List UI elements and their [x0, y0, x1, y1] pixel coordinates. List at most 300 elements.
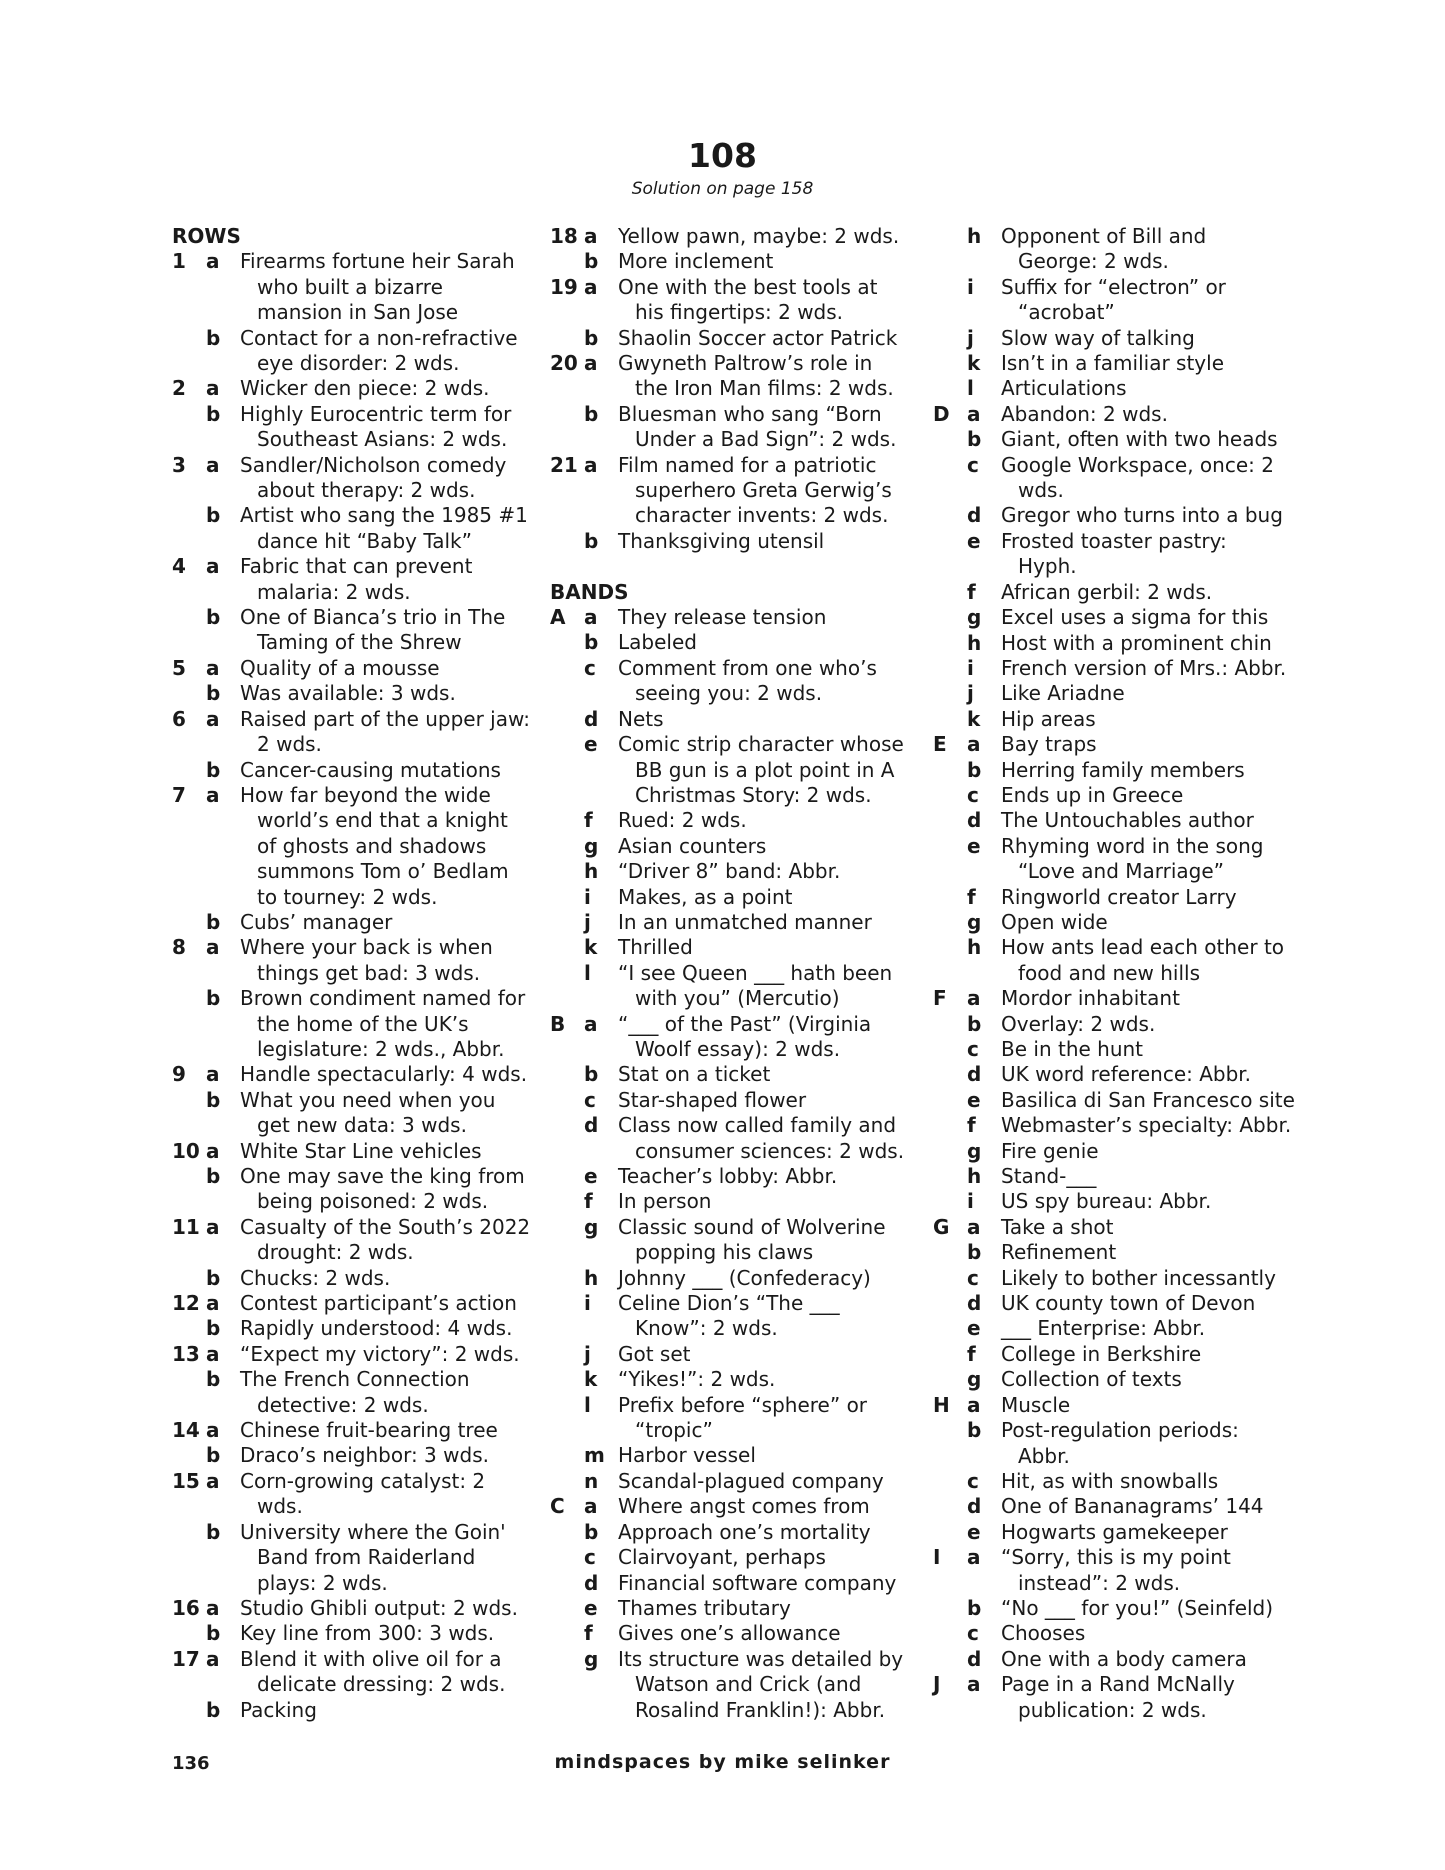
clue-item: [550, 1062, 930, 1087]
clue-number: 5: [172, 655, 186, 680]
clue-text: BB gun is a plot point in A: [635, 757, 895, 782]
clue-item: [933, 1316, 1295, 1341]
clue-text: the Iron Man films: 2 wds.: [635, 376, 894, 401]
clue-text: Abbr.: [1018, 1443, 1070, 1468]
clue-letter: h: [967, 630, 982, 655]
clue-letter: a: [206, 1291, 220, 1316]
clue-text: Thrilled: [618, 935, 693, 960]
clue-text: Where angst comes from: [618, 1494, 870, 1519]
clue-text: the home of the UK’s: [257, 1011, 469, 1036]
clue-item: [550, 834, 930, 859]
clue-letter: g: [967, 909, 982, 934]
clue-item: [172, 1621, 540, 1646]
clue-number: D: [933, 401, 950, 426]
clue-item: [550, 1215, 930, 1266]
clue-text: Brown condiment named for: [240, 986, 526, 1011]
clue-letter: l: [967, 376, 974, 401]
clue-letter: i: [967, 1189, 974, 1214]
clue-text: Rued: 2 wds.: [618, 808, 747, 833]
clue-text: get new data: 3 wds.: [257, 1113, 467, 1138]
clue-item: [172, 681, 540, 706]
clue-item: [933, 758, 1295, 783]
clue-column-3: [933, 224, 1295, 1723]
clue-item: [550, 1342, 930, 1367]
clue-number: 4: [172, 554, 186, 579]
clue-text: White Star Line vehicles: [240, 1138, 482, 1163]
clue-item: [550, 910, 930, 935]
clue-text: Raised part of the upper jaw:: [240, 706, 530, 731]
clue-text: Isn’t in a familiar style: [1001, 351, 1224, 376]
clue-text: Gwyneth Paltrow’s role in: [618, 351, 873, 376]
clue-letter: e: [967, 1519, 981, 1544]
clue-text: French version of Mrs.: Abbr.: [1001, 655, 1287, 680]
clue-item: [172, 326, 540, 377]
clue-text: UK word reference: Abbr.: [1001, 1062, 1252, 1087]
clue-text: Approach one’s mortality: [618, 1519, 871, 1544]
clue-letter: g: [967, 605, 982, 630]
clue-letter: b: [584, 249, 599, 274]
clue-text: eye disorder: 2 wds.: [257, 351, 460, 376]
clue-item: [550, 732, 930, 808]
puzzle-number: 108: [688, 136, 757, 175]
clue-letter: a: [584, 224, 598, 248]
clue-letter: c: [967, 1621, 979, 1646]
clue-letter: b: [967, 1011, 982, 1036]
clue-letter: e: [967, 1087, 981, 1112]
clue-text: George: 2 wds.: [1018, 249, 1169, 274]
clue-text: Johnny ___ (Confederacy): [618, 1265, 871, 1290]
clue-letter: b: [584, 630, 599, 655]
clue-letter: h: [584, 859, 599, 884]
clue-text: delicate dressing: 2 wds.: [257, 1672, 506, 1697]
clue-item: [933, 427, 1295, 452]
clue-item: [933, 808, 1295, 833]
clue-text: Ringworld creator Larry: [1001, 884, 1237, 909]
clue-letter: c: [967, 452, 979, 477]
clue-letter: d: [967, 1062, 982, 1087]
clue-text: summons Tom o’ Bedlam: [257, 859, 509, 884]
clue-text: Frosted toaster pastry:: [1001, 528, 1227, 553]
clue-text: Film named for a patriotic: [618, 452, 877, 477]
clue-item: [933, 1672, 1295, 1723]
clue-item: [550, 402, 930, 453]
clue-letter: f: [584, 808, 593, 833]
clue-text: Comment from one who’s: [618, 655, 877, 680]
clue-text: Fabric that can prevent: [240, 554, 473, 579]
clue-item: [550, 1189, 930, 1214]
clue-text: Studio Ghibli output: 2 wds.: [240, 1595, 518, 1620]
clue-text: Artist who sang the 1985 #1: [240, 503, 528, 528]
clue-text: Articulations: [1001, 376, 1127, 401]
clue-text: Where your back is when: [240, 935, 493, 960]
clue-text: Contest participant’s action: [240, 1291, 517, 1316]
clue-text: his fingertips: 2 wds.: [635, 300, 844, 325]
clue-number: 18: [550, 224, 578, 248]
clue-number: G: [933, 1214, 950, 1239]
clue-letter: a: [584, 605, 598, 630]
clue-number: 11: [172, 1214, 200, 1239]
clue-letter: b: [584, 528, 599, 553]
clue-item: [933, 503, 1295, 528]
clue-text: Its structure was detailed by: [618, 1646, 904, 1671]
clue-letter: d: [584, 706, 599, 731]
clue-item: [933, 1037, 1295, 1062]
clue-item: [550, 1113, 930, 1164]
clue-text: 2 wds.: [257, 732, 322, 757]
clue-item: [550, 1088, 930, 1113]
clue-text: Suffix for “electron” or: [1001, 274, 1226, 299]
clue-item: [550, 1291, 930, 1342]
clue-letter: a: [967, 1545, 981, 1570]
clue-letter: m: [584, 1443, 605, 1468]
clue-number: 19: [550, 274, 578, 299]
clue-letter: a: [967, 732, 981, 757]
clue-item: [933, 1342, 1295, 1367]
clue-letter: g: [584, 833, 599, 858]
clue-text: publication: 2 wds.: [1018, 1697, 1207, 1722]
clue-text: Page in a Rand McNally: [1001, 1672, 1235, 1697]
clue-number: B: [550, 1011, 566, 1036]
clue-text: Highly Eurocentric term for: [240, 401, 512, 426]
clue-letter: b: [967, 1418, 982, 1443]
clue-text: character invents: 2 wds.: [635, 503, 889, 528]
clue-letter: b: [584, 1062, 599, 1087]
section-heading: BANDS: [550, 579, 629, 604]
clue-number: 13: [172, 1341, 200, 1366]
clue-letter: b: [206, 1265, 221, 1290]
clue-item: [172, 1698, 540, 1723]
clue-item: [550, 1647, 930, 1723]
clue-item: [933, 580, 1295, 605]
clue-item: [172, 1342, 540, 1367]
clue-text: Key line from 300: 3 wds.: [240, 1621, 495, 1646]
clue-letter: e: [967, 528, 981, 553]
clue-letter: d: [967, 503, 982, 528]
clue-item: [933, 1469, 1295, 1494]
clue-letter: j: [584, 909, 591, 934]
clue-item: [550, 1596, 930, 1621]
clue-text: Comic strip character whose: [618, 732, 904, 757]
clue-item: [550, 707, 930, 732]
clue-text: malaria: 2 wds.: [257, 579, 411, 604]
clue-text: Take a shot: [1001, 1214, 1114, 1239]
clue-text: Open wide: [1001, 909, 1108, 934]
clue-text: dance hit “Baby Talk”: [257, 528, 472, 553]
clue-letter: c: [584, 655, 596, 680]
clue-letter: e: [584, 1164, 598, 1188]
clue-text: Contact for a non-refractive: [240, 325, 518, 350]
clue-letter: b: [967, 427, 982, 452]
clue-item: [550, 1469, 930, 1494]
clue-text: Shaolin Soccer actor Patrick: [618, 325, 898, 350]
clue-text: Southeast Asians: 2 wds.: [257, 427, 508, 452]
clue-item: [933, 1418, 1295, 1469]
clue-item: [172, 1520, 540, 1596]
clue-text: Thames tributary: [618, 1595, 791, 1620]
clue-letter: c: [584, 1545, 596, 1570]
clue-item: [933, 656, 1295, 681]
clue-text: with you” (Mercutio): [635, 986, 840, 1011]
clue-item: [933, 1621, 1295, 1646]
clue-number: 17: [172, 1646, 200, 1671]
clue-item: [172, 1469, 540, 1520]
clue-item: [933, 1139, 1295, 1164]
clue-letter: a: [206, 706, 220, 731]
clue-number: 3: [172, 452, 186, 477]
clue-text: Makes, as a point: [618, 884, 793, 909]
clue-text: Got set: [618, 1341, 691, 1366]
clue-item: [933, 1291, 1295, 1316]
clue-item: [550, 453, 930, 529]
clue-text: Google Workspace, once: 2: [1001, 452, 1274, 477]
clue-letter: a: [206, 1595, 220, 1620]
clue-letter: a: [206, 1418, 220, 1443]
clue-text: US spy bureau: Abbr.: [1001, 1189, 1212, 1214]
clue-letter: c: [967, 1265, 979, 1290]
clue-letter: d: [967, 1646, 982, 1671]
clue-letter: b: [206, 1367, 221, 1392]
clue-column-2: [550, 224, 930, 1723]
clue-letter: d: [584, 1113, 599, 1138]
clue-item: [933, 1596, 1295, 1621]
clue-text: Financial software company: [618, 1570, 897, 1595]
clue-text: “___ of the Past” (Virginia: [618, 1011, 872, 1036]
clue-letter: k: [584, 1367, 598, 1392]
clue-item: [933, 631, 1295, 656]
clue-text: Bay traps: [1001, 732, 1097, 757]
clue-text: “acrobat”: [1018, 300, 1115, 325]
clue-item: [172, 1291, 540, 1316]
clue-item: [933, 1164, 1295, 1189]
clue-letter: h: [967, 935, 982, 960]
clue-letter: a: [967, 1214, 981, 1239]
clue-text: Watson and Crick (and: [635, 1672, 862, 1697]
clue-text: Packing: [240, 1697, 317, 1722]
clue-item: [933, 326, 1295, 351]
clue-letter: b: [206, 1316, 221, 1341]
clue-text: Handle spectacularly: 4 wds.: [240, 1062, 528, 1087]
clue-number: 6: [172, 706, 186, 731]
clue-text: Mordor inhabitant: [1001, 986, 1180, 1011]
clue-text: wds.: [257, 1494, 303, 1519]
clue-text: Teacher’s lobby: Abbr.: [618, 1164, 838, 1188]
clue-text: Draco’s neighbor: 3 wds.: [240, 1443, 489, 1468]
clue-text: UK county town of Devon: [1001, 1291, 1256, 1316]
clue-item: [550, 859, 930, 884]
clue-item: [933, 885, 1295, 910]
clue-item: [933, 707, 1295, 732]
clue-item: [172, 986, 540, 1062]
clue-text: Collection of texts: [1001, 1367, 1182, 1392]
clue-letter: a: [206, 782, 220, 807]
clue-letter: a: [584, 452, 598, 477]
clue-item: [172, 1316, 540, 1341]
clue-letter: k: [584, 935, 598, 960]
clue-text: African gerbil: 2 wds.: [1001, 579, 1213, 604]
clue-item: [933, 605, 1295, 630]
clue-number: 16: [172, 1595, 200, 1620]
clue-letter: b: [206, 1087, 221, 1112]
clue-text: popping his claws: [635, 1240, 814, 1265]
clue-letter: c: [584, 1087, 596, 1112]
clue-text: to tourney: 2 wds.: [257, 884, 438, 909]
clue-item: [172, 1062, 540, 1087]
clue-number: 2: [172, 376, 186, 401]
clue-letter: a: [206, 655, 220, 680]
clue-item: [933, 1215, 1295, 1240]
clue-text: Hit, as with snowballs: [1001, 1468, 1219, 1493]
clue-text: of ghosts and shadows: [257, 833, 487, 858]
clue-item: [550, 605, 930, 630]
clue-text: One with a body camera: [1001, 1646, 1247, 1671]
clue-number: 20: [550, 351, 578, 376]
clue-text: Webmaster’s specialty: Abbr.: [1001, 1113, 1292, 1138]
clue-text: Cubs’ manager: [240, 909, 393, 934]
clue-text: College in Berkshire: [1001, 1341, 1202, 1366]
clue-text: Overlay: 2 wds.: [1001, 1011, 1156, 1036]
clue-item: [172, 605, 540, 656]
page-number: 136: [172, 1753, 210, 1774]
clue-letter: n: [584, 1468, 599, 1493]
clue-item: [933, 1393, 1295, 1418]
clue-item: [933, 1545, 1295, 1596]
clue-text: Yellow pawn, maybe: 2 wds.: [618, 224, 900, 248]
clue-letter: b: [206, 503, 221, 528]
clue-text: What you need when you: [240, 1087, 496, 1112]
clue-letter: a: [967, 986, 981, 1011]
clue-item: [172, 1367, 540, 1418]
clue-item: [550, 656, 930, 707]
clue-text: Wicker den piece: 2 wds.: [240, 376, 490, 401]
clue-text: Star-shaped flower: [618, 1087, 807, 1112]
section-spacer: [550, 554, 930, 579]
clue-item: [550, 1266, 930, 1291]
clue-item: [550, 249, 930, 274]
clue-item: [933, 351, 1295, 376]
clue-text: Muscle: [1001, 1392, 1071, 1417]
clue-letter: a: [584, 1494, 598, 1519]
clue-text: consumer sciences: 2 wds.: [635, 1138, 905, 1163]
clue-text: Prefix before “sphere” or: [618, 1392, 868, 1417]
clue-text: Thanksgiving utensil: [618, 528, 825, 553]
clue-text: Gregor who turns into a bug: [1001, 503, 1283, 528]
clue-text: Giant, often with two heads: [1001, 427, 1278, 452]
clue-text: Classic sound of Wolverine: [618, 1214, 886, 1239]
clue-text: superhero Greta Gerwig’s: [635, 478, 892, 503]
clue-letter: b: [584, 325, 599, 350]
clue-item: [550, 935, 930, 960]
clue-item: [550, 351, 930, 402]
clue-item: [172, 402, 540, 453]
clue-text: Casualty of the South’s 2022: [240, 1214, 531, 1239]
clue-number: 21: [550, 452, 578, 477]
clue-text: “I see Queen ___ hath been: [618, 960, 893, 985]
clue-letter: g: [967, 1367, 982, 1392]
clue-letter: a: [967, 1672, 981, 1697]
clue-letter: b: [206, 681, 221, 706]
clue-letter: a: [584, 1011, 598, 1036]
clue-letter: b: [967, 1240, 982, 1265]
clue-item: [172, 758, 540, 783]
clue-text: The Untouchables author: [1001, 808, 1254, 833]
clue-text: mansion in San Jose: [257, 300, 459, 325]
clue-text: Be in the hunt: [1001, 1037, 1144, 1061]
clue-letter: g: [967, 1138, 982, 1163]
clue-letter: b: [206, 1519, 221, 1544]
clue-item: [550, 1443, 930, 1468]
clue-letter: d: [967, 808, 982, 833]
clue-text: Cancer-causing mutations: [240, 757, 501, 782]
clue-letter: b: [206, 1697, 221, 1722]
clue-item: [172, 783, 540, 910]
clue-item: [933, 529, 1295, 580]
clue-letter: b: [584, 401, 599, 426]
clue-letter: b: [206, 909, 221, 934]
clue-letter: c: [967, 1037, 979, 1061]
clue-item: [172, 910, 540, 935]
clue-text: Post-regulation periods:: [1001, 1418, 1239, 1443]
clue-letter: b: [206, 1164, 221, 1189]
clue-item: [933, 1113, 1295, 1138]
clue-text: Basilica di San Francesco site: [1001, 1087, 1295, 1112]
clue-letter: b: [206, 1443, 221, 1468]
clue-item: [550, 326, 930, 351]
clue-number: 1: [172, 249, 186, 274]
clue-number: 8: [172, 935, 186, 960]
clue-text: things get bad: 3 wds.: [257, 960, 481, 985]
clue-letter: a: [206, 452, 220, 477]
clue-letter: j: [967, 681, 974, 706]
clue-item: [933, 732, 1295, 757]
clue-letter: a: [206, 1646, 220, 1671]
clue-text: Rosalind Franklin!): Abbr.: [635, 1697, 886, 1722]
clue-text: Hyph.: [1018, 554, 1077, 579]
clue-item: [550, 1621, 930, 1646]
clue-letter: j: [584, 1341, 591, 1366]
clue-text: who built a bizarre: [257, 274, 443, 299]
clue-number: 9: [172, 1062, 186, 1087]
clue-letter: k: [967, 706, 981, 731]
clue-text: How ants lead each other to: [1001, 935, 1285, 960]
clue-text: world’s end that a knight: [257, 808, 508, 833]
clue-text: Nets: [618, 706, 664, 731]
clue-letter: e: [584, 732, 598, 757]
solution-reference: Solution on page 158: [631, 179, 814, 199]
clue-text: Class now called family and: [618, 1113, 897, 1138]
clue-text: drought: 2 wds.: [257, 1240, 414, 1265]
clue-text: “No ___ for you!” (Seinfeld): [1001, 1595, 1274, 1620]
clue-letter: f: [967, 1341, 976, 1366]
clue-text: wds.: [1018, 478, 1064, 503]
clue-text: Abandon: 2 wds.: [1001, 401, 1168, 426]
clue-letter: h: [967, 1164, 982, 1189]
clue-text: Hip areas: [1001, 706, 1096, 731]
clue-item: [933, 275, 1295, 326]
clue-text: instead”: 2 wds.: [1018, 1570, 1181, 1595]
clue-letter: d: [584, 1570, 599, 1595]
clue-item: [550, 1367, 930, 1392]
clue-item: [172, 1596, 540, 1621]
clue-text: University where the Goin': [240, 1519, 506, 1544]
clue-number: 14: [172, 1418, 200, 1443]
clue-text: legislature: 2 wds., Abbr.: [257, 1036, 505, 1061]
clue-item: [550, 1164, 930, 1189]
clue-text: The French Connection: [240, 1367, 470, 1392]
clue-text: Excel uses a sigma for this: [1001, 605, 1269, 630]
clue-text: Hogwarts gamekeeper: [1001, 1519, 1228, 1544]
clue-item: [550, 808, 930, 833]
clue-item: [933, 402, 1295, 427]
